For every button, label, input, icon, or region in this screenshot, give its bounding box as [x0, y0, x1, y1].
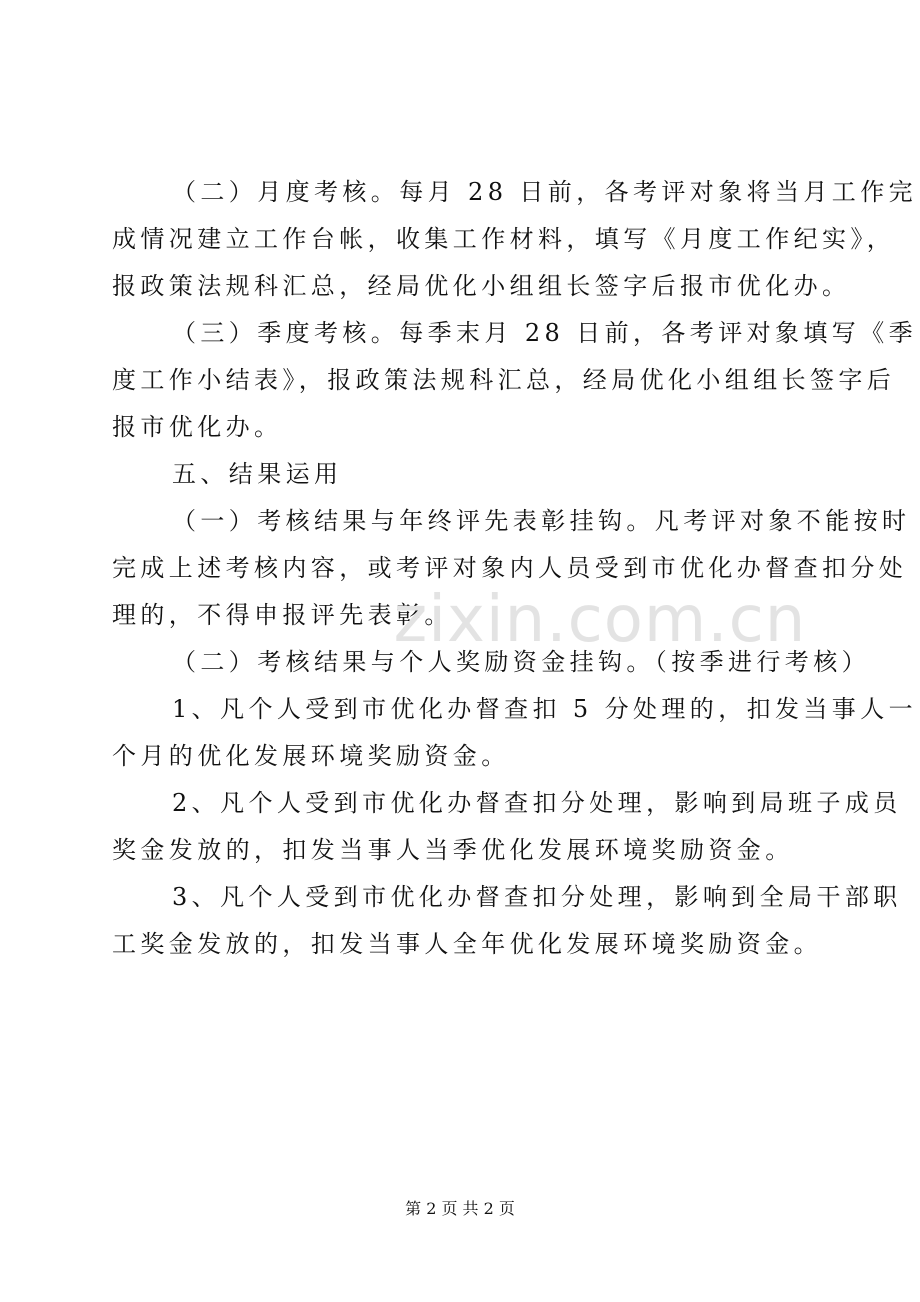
paragraph-4-line-2: 完成上述考核内容，或考评对象内人员受到市优化办督查扣分处	[112, 554, 908, 582]
paragraph-4-line-1: （一）考核结果与年终评先表彰挂钩。凡考评对象不能按时	[172, 507, 911, 535]
paragraph-1-line-1: （二）月度考核。每月 28 日前，各考评对象将当月工作完	[172, 178, 917, 206]
paragraph-2-line-2: 度工作小结表》，报政策法规科汇总，经局优化小组组长签字后	[112, 366, 896, 394]
site-watermark: zixin.com.cn	[393, 583, 807, 657]
paragraph-8-line-1: 3、凡个人受到市优化办督查扣分处理，影响到全局干部职	[172, 883, 902, 911]
paragraph-1-line-2: 成情况建立工作台帐，收集工作材料，填写《月度工作纪实》，	[112, 225, 896, 253]
page-number-footer: 第 2 页 共 2 页	[405, 1199, 515, 1218]
section-heading: 五、结果运用	[172, 460, 343, 488]
paragraph-2-line-3: 报市优化办。	[112, 413, 283, 441]
paragraph-2-line-1: （三）季度考核。每季末月 28 日前，各考评对象填写《季	[172, 319, 917, 347]
paragraph-1-line-3: 报政策法规科汇总，经局优化小组组长签字后报市优化办。	[112, 272, 851, 300]
paragraph-6-line-2: 个月的优化发展环境奖励资金。	[112, 742, 510, 770]
paragraph-4-line-3: 理的，不得申报评先表彰。	[112, 601, 453, 629]
paragraph-8-line-2: 工奖金发放的，扣发当事人全年优化发展环境奖励资金。	[112, 930, 822, 958]
paragraph-6-line-1: 1、凡个人受到市优化办督查扣 5 分处理的，扣发当事人一	[172, 695, 917, 723]
paragraph-7-line-1: 2、凡个人受到市优化办督查扣分处理，影响到局班子成员	[172, 789, 902, 817]
paragraph-7-line-2: 奖金发放的，扣发当事人当季优化发展环境奖励资金。	[112, 836, 794, 864]
paragraph-5-line-1: （二）考核结果与个人奖励资金挂钩。（按季进行考核）	[172, 648, 870, 676]
